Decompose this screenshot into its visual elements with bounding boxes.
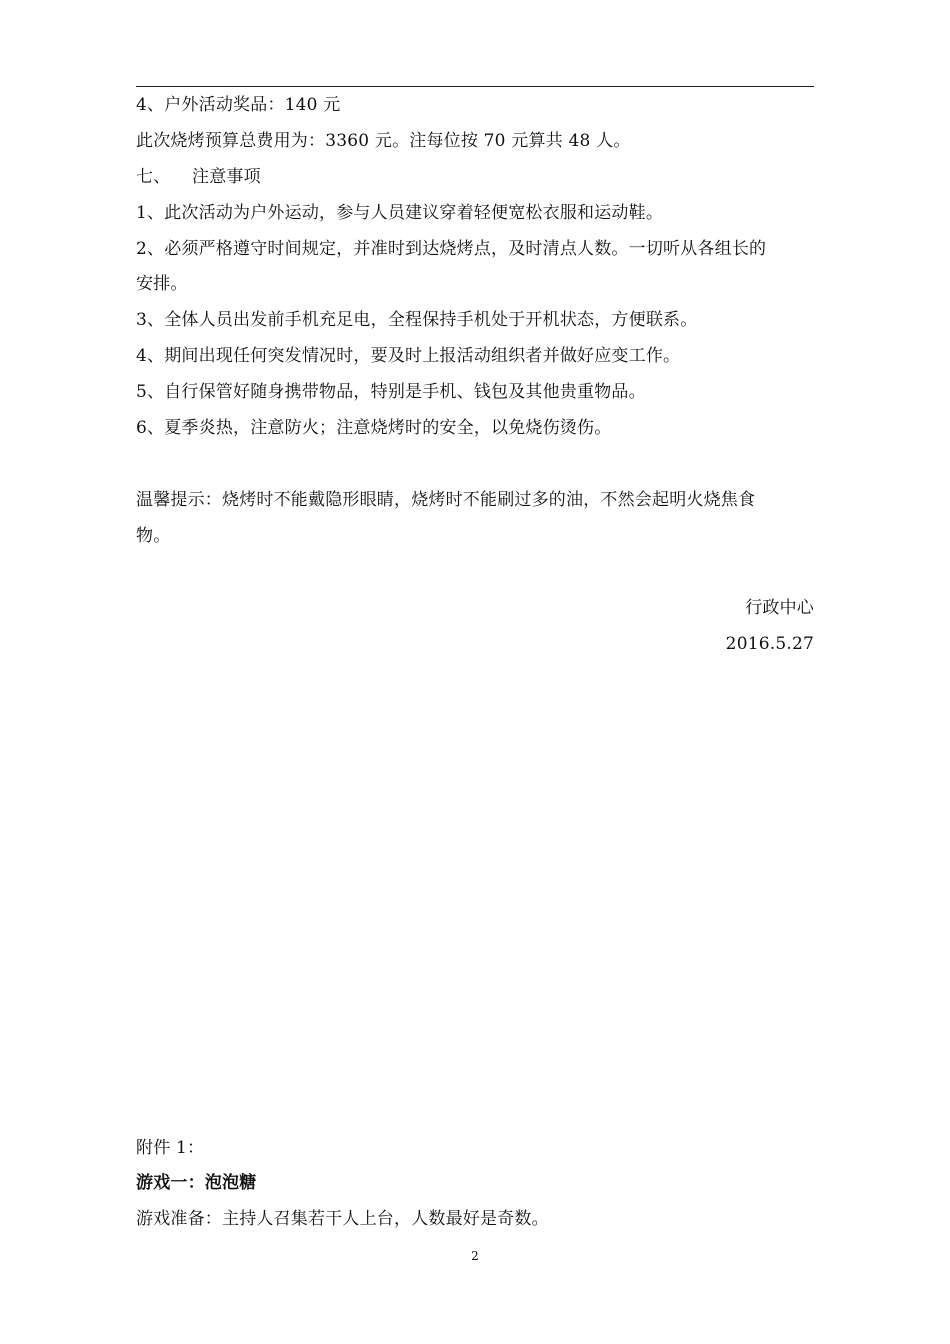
note-3: 3、全体人员出发前手机充足电，全程保持手机处于开机状态，方便联系。 xyxy=(136,310,698,330)
note-4: 4、期间出现任何突发情况时，要及时上报活动组织者并做好应变工作。 xyxy=(136,346,681,366)
note-5: 5、自行保管好随身携带物品，特别是手机、钱包及其他贵重物品。 xyxy=(136,382,646,402)
signature: 行政中心 xyxy=(745,598,814,618)
section-title: 注意事项 xyxy=(192,167,261,187)
prize-line: 4、户外活动奖品：140 元 xyxy=(136,95,341,115)
note-2-line-1: 2、必须严格遵守时间规定，并准时到达烧烤点，及时清点人数。一切听从各组长的 xyxy=(136,239,767,259)
note-2-line-2: 安排。 xyxy=(136,274,188,294)
page-number: 2 xyxy=(471,1249,479,1263)
section-number: 七、 xyxy=(136,167,171,187)
game-prep: 游戏准备：主持人召集若干人上台，人数最好是奇数。 xyxy=(136,1209,549,1229)
budget-line: 此次烧烤预算总费用为：3360 元。注每位按 70 元算共 48 人。 xyxy=(136,131,631,151)
tip-line-2: 物。 xyxy=(136,526,171,546)
date: 2016.5.27 xyxy=(725,634,814,654)
game-title: 游戏一：泡泡糖 xyxy=(136,1173,257,1193)
tip-line-1: 温馨提示：烧烤时不能戴隐形眼睛，烧烤时不能刷过多的油，不然会起明火烧焦食 xyxy=(136,490,756,510)
note-1: 1、此次活动为户外运动，参与人员建议穿着轻便宽松衣服和运动鞋。 xyxy=(136,203,664,223)
note-6: 6、夏季炎热，注意防火；注意烧烤时的安全，以免烧伤烫伤。 xyxy=(136,418,612,438)
section-heading xyxy=(136,166,816,188)
attachment-label: 附件 1： xyxy=(136,1138,205,1158)
header-rule xyxy=(136,86,814,87)
